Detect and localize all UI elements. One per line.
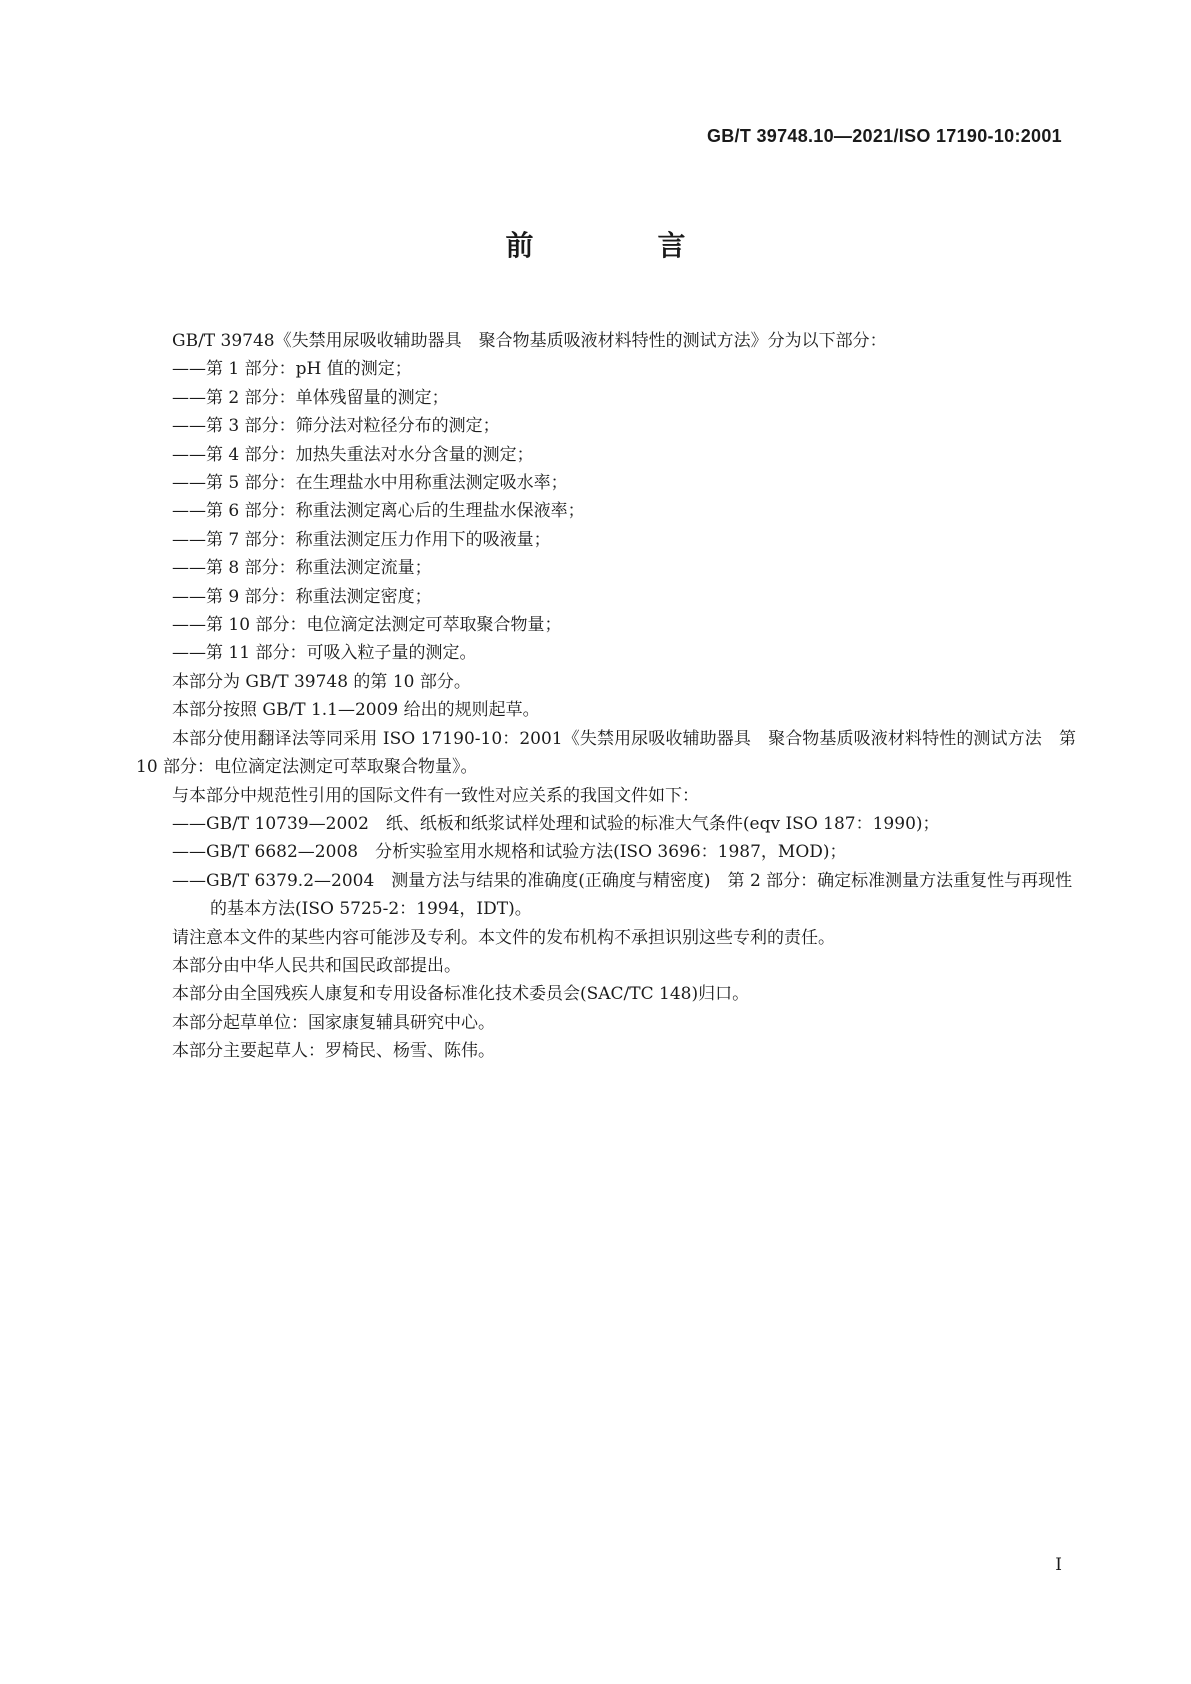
list-item: ——第 5 部分：在生理盐水中用称重法测定吸水率； <box>172 473 568 494</box>
centralized-by-paragraph: 本部分由全国残疾人康复和专用设备标准化技术委员会(SAC/TC 148)归口。 <box>172 984 750 1005</box>
drafters-paragraph: 本部分主要起草人：罗椅民、杨雪、陈伟。 <box>172 1041 495 1062</box>
list-item: ——第 11 部分：可吸入粒子量的测定。 <box>172 643 477 664</box>
list-item: ——GB/T 6379.2—2004 测量方法与结果的准确度(正确度与精密度) 第 2 部分：确定标准测量方法重复性与再现性的基本方法(ISO 5725-2：1994，IDT)。 <box>172 870 1073 920</box>
page-title: 前 言 <box>505 229 734 262</box>
intro-paragraph: GB/T 39748《失禁用尿吸收辅助器具 聚合物基质吸液材料特性的测试方法》分为以下部分： <box>172 331 887 351</box>
list-item: ——第 6 部分：称重法测定离心后的生理盐水保液率； <box>172 501 585 522</box>
list-item: ——第 7 部分：称重法测定压力作用下的吸液量； <box>172 529 551 550</box>
list-item: ——第 8 部分：称重法测定流量； <box>172 558 432 579</box>
drafting-rules-paragraph: 本部分按照 GB/T 1.1—2009 给出的规则起草。 <box>172 700 540 721</box>
drafting-unit-paragraph: 本部分起草单位：国家康复辅具研究中心。 <box>172 1012 495 1033</box>
list-item: ——第 2 部分：单体残留量的测定； <box>172 387 449 408</box>
list-item: ——GB/T 6682—2008 分析实验室用水规格和试验方法(ISO 3696：1987，MOD)； <box>172 842 847 863</box>
proposed-by-paragraph: 本部分由中华人民共和国民政部提出。 <box>172 955 461 976</box>
list-item: ——第 3 部分：筛分法对粒径分布的测定； <box>172 416 500 437</box>
correspondence-paragraph: 与本部分中规范性引用的国际文件有一致性对应关系的我国文件如下： <box>172 785 699 806</box>
list-item: ——第 10 部分：电位滴定法测定可萃取聚合物量； <box>172 615 562 636</box>
list-item: ——第 1 部分：pH 值的测定； <box>172 359 412 380</box>
list-item: ——GB/T 10739—2002 纸、纸板和纸浆试样处理和试验的标准大气条件(eqv ISO 187：1990)； <box>172 813 940 834</box>
foreword-body <box>136 327 1076 1066</box>
parts-list <box>136 355 1076 667</box>
adoption-paragraph: 本部分使用翻译法等同采用 ISO 17190-10：2001《失禁用尿吸收辅助器具 聚合物基质吸液材料特性的测试方法 第 10 部分：电位滴定法测定可萃取聚合物量》。 <box>136 728 1076 778</box>
part-of-paragraph: 本部分为 GB/T 39748 的第 10 部分。 <box>172 671 471 692</box>
list-item: ——第 9 部分：称重法测定密度； <box>172 586 432 607</box>
standard-code: GB/T 39748.10—2021/ISO 17190-10:2001 <box>706 126 1062 146</box>
references-list <box>136 810 1076 924</box>
list-item: ——第 4 部分：加热失重法对水分含量的测定； <box>172 444 534 465</box>
page-number: I <box>1055 1555 1062 1575</box>
patent-paragraph: 请注意本文件的某些内容可能涉及专利。本文件的发布机构不承担识别这些专利的责任。 <box>172 927 835 948</box>
